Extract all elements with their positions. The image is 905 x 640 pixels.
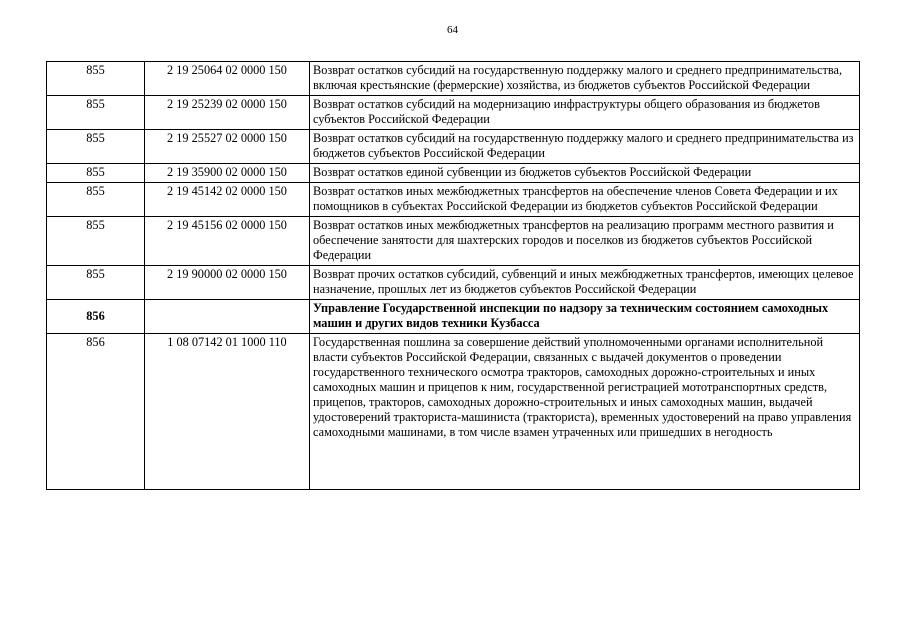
revenue-name-cell: Возврат остатков иных межбюджетных трансфертов на реализацию программ местного развития и обеспечение занятости для шахтерских городов и поселков из бюджетов субъектов Российской Федерации: [310, 217, 860, 266]
table-row: [47, 130, 860, 164]
revenue-name-cell: Возврат прочих остатков субсидий, субвенций и иных межбюджетных трансфертов, имеющих целевое назначение, прошлых лет из бюджетов субъектов Российской Федерации: [310, 266, 860, 300]
budget-code-cell: 2 19 90000 02 0000 150: [145, 266, 310, 300]
budget-code-cell: 2 19 45142 02 0000 150: [145, 183, 310, 217]
budget-code-cell: 2 19 25527 02 0000 150: [145, 130, 310, 164]
revenue-name-cell: Возврат остатков субсидий на государственную поддержку малого и среднего предпринимательства из бюджетов субъектов Российской Федерации: [310, 130, 860, 164]
revenue-classification-table: [46, 61, 860, 490]
table-row: [47, 183, 860, 217]
table-row: [47, 334, 860, 490]
administrator-name-cell: Управление Государственной инспекции по надзору за техническим состоянием самоходных машин и других видов техники Кузбасса: [310, 300, 860, 334]
budget-code-cell: 2 19 25239 02 0000 150: [145, 96, 310, 130]
budget-code-cell: [145, 300, 310, 334]
table-row: [47, 217, 860, 266]
revenue-name-cell: Возврат остатков субсидий на государственную поддержку малого и среднего предпринимательства, включая крестьянские (фермерские) хозяйства, из бюджетов субъектов Российской Федерации: [310, 62, 860, 96]
admin-code-cell: 855: [47, 130, 145, 164]
admin-code-cell: 855: [47, 96, 145, 130]
budget-code-cell: 2 19 45156 02 0000 150: [145, 217, 310, 266]
table-row: [47, 96, 860, 130]
table-row: [47, 266, 860, 300]
page-number: 64: [447, 24, 458, 36]
admin-code-cell: 856: [47, 300, 145, 334]
admin-code-cell: 855: [47, 217, 145, 266]
revenue-name-cell: Возврат остатков иных межбюджетных трансфертов на обеспечение членов Совета Федерации и их помощников в субъектах Российской Федерации из бюджетов субъектов Российской Федерации: [310, 183, 860, 217]
budget-code-cell: 2 19 25064 02 0000 150: [145, 62, 310, 96]
admin-code-cell: 855: [47, 183, 145, 217]
admin-code-cell: 855: [47, 164, 145, 183]
table-row: [47, 164, 860, 183]
revenue-name-cell: Возврат остатков единой субвенции из бюджетов субъектов Российской Федерации: [310, 164, 860, 183]
revenue-name-cell: Возврат остатков субсидий на модернизацию инфраструктуры общего образования из бюджетов субъектов Российской Федерации: [310, 96, 860, 130]
revenue-name-cell: Государственная пошлина за совершение действий уполномоченными органами исполнительной власти субъектов Российской Федерации, связанных с выдачей документов о проведении государственного технического осмотра тракторов, самоходных дорожно-строительных и иных самоходных машин и прицепов к ним, государственной регистрацией мототранспортных средств, прицепов, тракторов, самоходных дорожно-строительных и иных самоходных машин, выдачей удостоверений тракториста-машиниста (тракториста), временных удостоверений на право управления самоходными машинами, в том числе взамен утраченных или пришедших в негодность: [310, 334, 860, 490]
table-row-section-header: [47, 300, 860, 334]
budget-code-cell: 1 08 07142 01 1000 110: [145, 334, 310, 490]
table-row: [47, 62, 860, 96]
admin-code-cell: 855: [47, 266, 145, 300]
admin-code-cell: 856: [47, 334, 145, 490]
budget-code-cell: 2 19 35900 02 0000 150: [145, 164, 310, 183]
admin-code-cell: 855: [47, 62, 145, 96]
